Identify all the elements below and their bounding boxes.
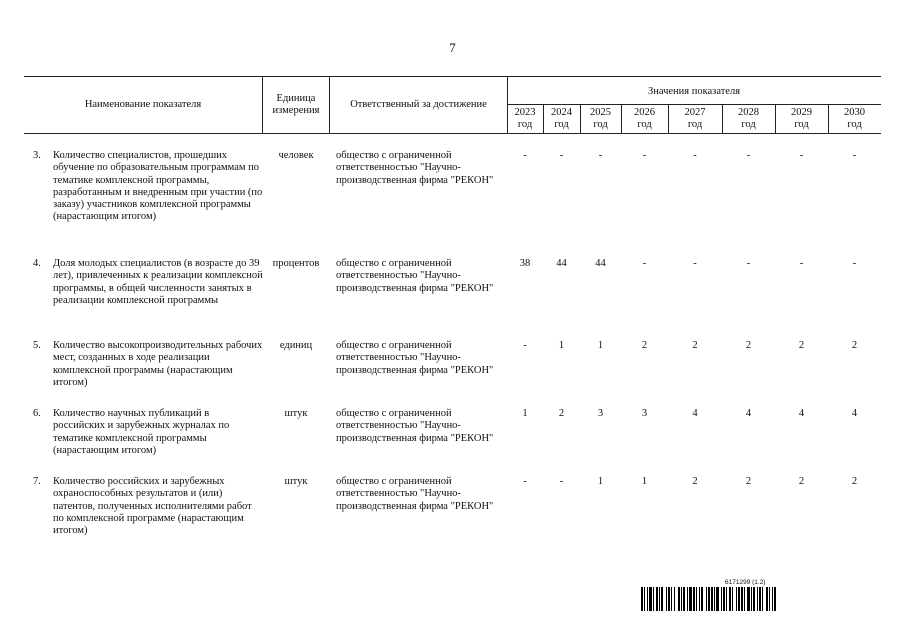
header-top-rule (24, 76, 881, 77)
barcode-number: 6171299 (1.2) (725, 579, 766, 586)
value-2028: - (746, 258, 751, 269)
indicator-unit: единиц (279, 340, 313, 351)
value-2028: 4 (745, 408, 752, 419)
value-2026: - (642, 150, 647, 161)
header-name: Наименование показателя (84, 99, 202, 110)
value-2029: - (799, 150, 804, 161)
row-number: 3. (33, 150, 41, 161)
indicator-name: Количество специалистов, прошедших обучение по образовательным программам по тематике комплексной программы, разработанным и внедренным при участии (по заказу) участников комплексной программы (нарастающим итогом) (53, 150, 263, 223)
indicator-name: Количество российских и зарубежных охраноспособных результатов и (или) патентов, полученных исполнителями работ по комплексной программе (нарастающим итогом) (53, 476, 252, 537)
indicator-unit: человек (278, 150, 314, 161)
year-header: 2028 год (738, 107, 759, 130)
year-header: 2024 год (551, 107, 572, 130)
header-divider (262, 76, 263, 133)
value-2023: 1 (522, 408, 528, 419)
indicator-unit: штук (284, 476, 308, 487)
year-header: 2030 год (844, 107, 865, 130)
indicator-unit: процентов (272, 258, 320, 269)
value-2027: 2 (692, 476, 698, 487)
value-2030: - (852, 150, 857, 161)
barcode-bar (776, 587, 777, 611)
value-2026: - (642, 258, 647, 269)
value-2023: - (523, 340, 527, 351)
indicator-responsible: общество с ограниченной ответственностью "Научно-производственная фирма "РЕКОН" (336, 150, 494, 186)
indicator-unit: штук (284, 408, 308, 419)
header-bottom-rule (24, 133, 881, 134)
value-2029: 4 (798, 408, 805, 419)
page-number: 7 (449, 40, 456, 55)
indicator-responsible: общество с ограниченной ответственностью "Научно-производственная фирма "РЕКОН" (336, 258, 494, 294)
value-2024: 44 (556, 258, 567, 269)
value-2023: - (523, 150, 527, 161)
barcode (641, 587, 881, 611)
value-2026: 1 (641, 476, 648, 487)
value-2028: - (746, 150, 751, 161)
value-2024: 1 (558, 340, 565, 351)
value-2029: 2 (798, 476, 805, 487)
value-2024: - (559, 150, 564, 161)
value-2028: 2 (745, 476, 752, 487)
row-number: 5. (33, 340, 41, 351)
value-2027: - (693, 258, 697, 269)
year-header: 2029 год (791, 107, 812, 130)
value-2023: 38 (519, 258, 531, 269)
value-2024: 2 (558, 408, 565, 419)
year-header: 2026 год (634, 107, 655, 130)
row-number: 6. (33, 408, 41, 419)
year-header: 2025 год (590, 107, 611, 130)
row-number: 4. (33, 258, 41, 269)
value-2029: - (799, 258, 804, 269)
indicator-responsible: общество с ограниченной ответственностью "Научно-производственная фирма "РЕКОН" (336, 408, 494, 444)
indicator-name: Количество высокопроизводительных рабочих мест, созданных в ходе реализации комплексной программы (нарастающим итогом) (53, 340, 263, 388)
header-values: Значения показателя (647, 86, 741, 97)
value-2030: 2 (851, 340, 858, 351)
header-responsible: Ответственный за достижение (350, 99, 487, 110)
year-header: 2023 год (514, 107, 536, 130)
value-2023: - (523, 476, 527, 487)
value-2026: 2 (641, 340, 648, 351)
row-number: 7. (33, 476, 41, 487)
value-2025: 1 (597, 476, 604, 487)
value-2027: - (693, 150, 697, 161)
header-mid-rule (507, 104, 881, 105)
value-2025: 44 (595, 258, 606, 269)
value-2030: 2 (851, 476, 858, 487)
indicator-name: Доля молодых специалистов (в возрасте до 39 лет), привлеченных к реализации комплексной программы, в общей численности занятых в реализации комплексной программы (53, 258, 263, 306)
value-2029: 2 (798, 340, 805, 351)
value-2025: 1 (597, 340, 604, 351)
value-2030: 4 (851, 408, 858, 419)
value-2024: - (559, 476, 564, 487)
year-header: 2027 год (684, 107, 706, 130)
value-2028: 2 (745, 340, 752, 351)
value-2027: 4 (692, 408, 698, 419)
value-2026: 3 (641, 408, 648, 419)
value-2030: - (852, 258, 857, 269)
value-2025: - (598, 150, 603, 161)
indicator-name: Количество научных публикаций в российских и зарубежных журналах по тематике комплексной программы (нарастающим итогом) (53, 408, 230, 456)
value-2025: 3 (597, 408, 604, 419)
header-unit: Единица измерения (272, 93, 320, 116)
indicator-responsible: общество с ограниченной ответственностью "Научно-производственная фирма "РЕКОН" (336, 476, 494, 512)
indicator-responsible: общество с ограниченной ответственностью "Научно-производственная фирма "РЕКОН" (336, 340, 494, 376)
value-2027: 2 (692, 340, 698, 351)
